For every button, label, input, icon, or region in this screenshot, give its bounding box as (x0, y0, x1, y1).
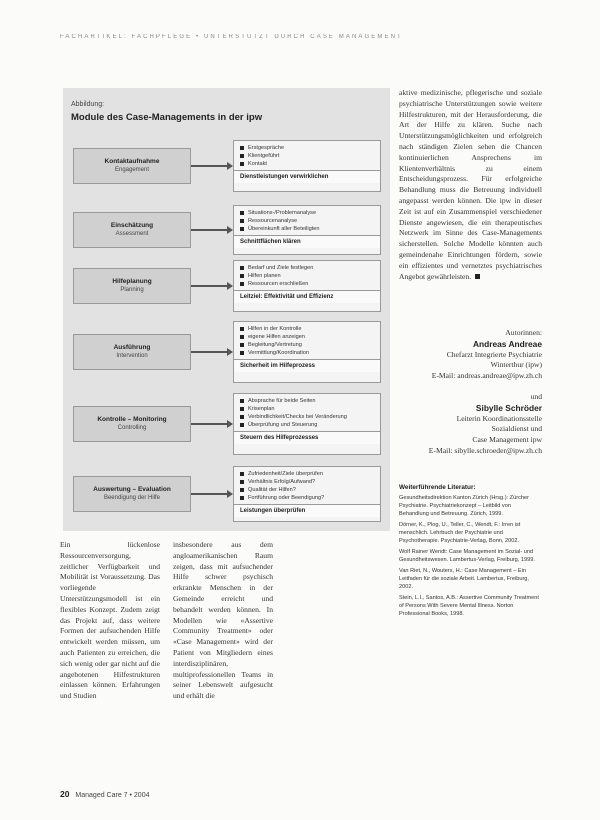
task-item: Klientgeführt (240, 152, 376, 160)
task-list (234, 261, 380, 290)
task-list (234, 206, 380, 235)
phase-subtitle: Assessment (115, 231, 149, 237)
author-line: Case Management ipw (472, 435, 542, 445)
page-footer (60, 789, 149, 799)
task-item: Hilfen planen (240, 272, 376, 280)
task-goal: Sicherheit im Hilfeprozess (234, 359, 380, 372)
task-item: Verhältnis Erfolg/Aufwand? (240, 478, 376, 486)
phase-subtitle: Intervention (116, 353, 148, 359)
author-line: Sozialdienst und (491, 424, 542, 434)
task-item: Fortführung oder Beendigung? (240, 494, 376, 502)
task-item: Absprache für beide Seiten (240, 397, 376, 405)
author-email: E-Mail: sibylle.schroeder@ipw.zh.ch (428, 445, 542, 455)
phase-name: Einschätzung (110, 222, 154, 229)
task-box (233, 260, 381, 312)
task-item: Überprüfung und Steuerung (240, 421, 376, 429)
literature-entry: Gesundheitsdirektion Kanton Zürich (Hrsg.): Zürcher Psychiatrie. Psychiatriekonzept – Leitbild von Behandlung und Betreuung. Zürich, 1999. (399, 495, 529, 517)
phase-box (73, 476, 191, 512)
task-item: Ressourcen erschließen (240, 280, 376, 288)
arrow-right-icon (191, 165, 231, 167)
task-item: Begleitung/Vertretung (240, 341, 376, 349)
author-name: Sibylle Schröder (475, 402, 542, 413)
task-list (234, 141, 380, 170)
task-box (233, 321, 381, 383)
phase-name: Ausführung (113, 344, 151, 351)
author-line: Chefarzt Integrierte Psychiatrie (446, 349, 542, 359)
task-item: Situations-/Problemanalyse (240, 209, 376, 217)
task-box (233, 140, 381, 192)
arrow-right-icon (191, 285, 231, 287)
literature-entry: Stein, L.I., Santos, A.B.: Assertive Community Treatment of Persons With Severe Mental Illness. Norton Professional Books, 1998. (399, 595, 539, 617)
task-box (233, 393, 381, 455)
phase-name: Hilfeplanung (112, 278, 152, 285)
author-block-1 (399, 328, 542, 382)
task-item: eigene Hilfen anzeigen (240, 333, 376, 341)
author-email: E-Mail: andreas.andreae@ipw.zh.ch (431, 371, 542, 381)
arrow-right-icon (191, 493, 231, 495)
task-goal: Steuern des Hilfeprozesses (234, 431, 380, 444)
end-mark-icon (475, 274, 480, 279)
arrow-right-icon (191, 229, 231, 231)
task-item: Verbindlichkeit/Checks bei Veränderung (240, 413, 376, 421)
author-line: Winterthur (ipw) (490, 360, 542, 370)
page-number: 20 (60, 789, 70, 799)
arrow-right-icon (191, 351, 231, 353)
right-column-text (399, 88, 542, 282)
task-list (234, 322, 380, 359)
author-label: und (530, 392, 542, 401)
journal-name: Managed Care 7 • 2004 (75, 792, 150, 799)
phase-box (73, 148, 191, 184)
literature-title: Weiterführende Literatur: (399, 484, 476, 491)
figure-title: Module des Case-Managements in der ipw (71, 112, 263, 123)
task-goal: Dienstleistungen verwirklichen (234, 170, 380, 183)
task-item: Kontakt (240, 160, 376, 168)
task-item: Krisenplan (240, 405, 376, 413)
task-item: Hilfen in der Kontrolle (240, 325, 376, 333)
phase-box (73, 334, 191, 370)
task-goal: Leistungen überprüfen (234, 504, 380, 517)
literature-entry: Wolf Rainer Wendt: Case Management im Sozial- und Gesundheitswesen. Lambertus-Verlag, Freiburg, 1999. (399, 549, 535, 563)
task-item: Vermittlung/Koordination (240, 349, 376, 357)
task-goal: Leitziel: Effektivität und Effizienz (234, 290, 380, 303)
author-label: Autorinnen: (505, 328, 542, 337)
running-head: FACHARTIKEL: FACHPFLEGE • UNTERSTÜTZT DURCH CASE MANAGEMENT (60, 34, 403, 40)
phase-subtitle: Beendigung der Hilfe (103, 495, 161, 501)
task-box (233, 205, 381, 255)
literature-section (399, 484, 542, 621)
body-column-1 (60, 540, 160, 702)
body-paragraph: insbesondere aus dem angloamerikanischen Raum zeigen, dass mit aufsuchender Hilfe schwer psychisch erkrankte Menschen in der Gemeinde erreicht und behandelt werden können. In Modellen wie «Assertive Community Treatment» oder «Case Management» wird der Patient von Mitgliedern eines interdisziplinären, multiprofessionellen Teams in seiner Lebenswelt aufgesucht und erhält die (173, 540, 273, 701)
task-item: Übereinkunft aller Beteiligten (240, 225, 376, 233)
phase-box (73, 268, 191, 304)
author-block-2 (399, 392, 542, 457)
literature-entry: Dörner, K., Plog, U., Teller, C., Wendt, F.: Irren ist menschlich. Lehrbuch der Psychiatrie und Psychotherapie. Psychiatrie-Verlag, Bonn, 2002. (399, 522, 521, 544)
phase-subtitle: Planning (120, 287, 144, 293)
task-list (234, 394, 380, 431)
phase-box (73, 212, 191, 248)
right-column-paragraph: aktive medizinische, pflegerische und soziale psychiatrische Unterstützungen sowie weitere Hilfestrukturen, mit der Herausforderung, die Art der Hilfe zu klären. Suche nach Unterstützungsmöglichkeiten und erfolgreich nach ständigen Zielen sehen die Chancen kontinuierlichen Ansprechens im Klientenverhältnis zu einem Entscheidungsprozess. Für erfolgreiche Behandlung muss die Betreuung individuell angepasst werden können. Die ipw in dieser Zeit ist auf ein Zusammenspiel verschiedener Dienste angewiesen, die ein therapeutisches Netzwerk im Sinne des Case-Managements sicherstellen. Solche Modelle könnten auch gemeindenahe Einrichtungen fördern, sowie ein effizientes und vernetztes psychiatrisches Angebot gewährleisten. (399, 88, 542, 281)
author-name: Andreas Andreae (472, 338, 542, 349)
task-item: Zufriedenheit/Ziele überprüfen (240, 470, 376, 478)
task-item: Ressourcenanalyse (240, 217, 376, 225)
figure-case-management (63, 88, 390, 531)
figure-caption: Abbildung: (71, 101, 105, 108)
phase-subtitle: Controlling (117, 425, 147, 431)
task-goal: Schnittflächen klären (234, 235, 380, 248)
phase-name: Kontrolle – Monitoring (97, 416, 167, 423)
phase-box (73, 406, 191, 442)
task-box (233, 466, 381, 522)
literature-entry: Van Riet, N., Wouters, H.: Case Management – Ein Leitfaden für die soziale Arbeit. Lambertus, Freiburg, 2002. (399, 568, 529, 590)
arrow-right-icon (191, 423, 231, 425)
phase-subtitle: Engagement (114, 167, 150, 173)
phase-name: Auswertung – Evaluation (93, 486, 171, 493)
body-paragraph: Ein lückenlose Ressourcenversorgung, zeitlicher Verfügbarkeit und Mobilität ist Voraussetzung. Das vorliegende Unterstützungsmodell ist ein flexibles Konzept. Zudem zeigt das Projekt auf, dass weitere Formen der aufsuchenden Hilfe entwickelt werden müssen, um auch Patienten zu erreichen, die sich wenig oder gar nicht auf die angebotenen Hilfestrukturen einlassen können. Erfahrungen und Studien (60, 540, 160, 701)
body-column-2 (173, 540, 273, 702)
task-item: Bedarf und Ziele festlegen (240, 264, 376, 272)
author-line: Leiterin Koordinationsstelle (456, 413, 542, 423)
phase-name: Kontaktaufnahme (104, 158, 160, 165)
task-item: Qualität der Hilfen? (240, 486, 376, 494)
task-list (234, 467, 380, 504)
task-item: Erstgespräche (240, 144, 376, 152)
